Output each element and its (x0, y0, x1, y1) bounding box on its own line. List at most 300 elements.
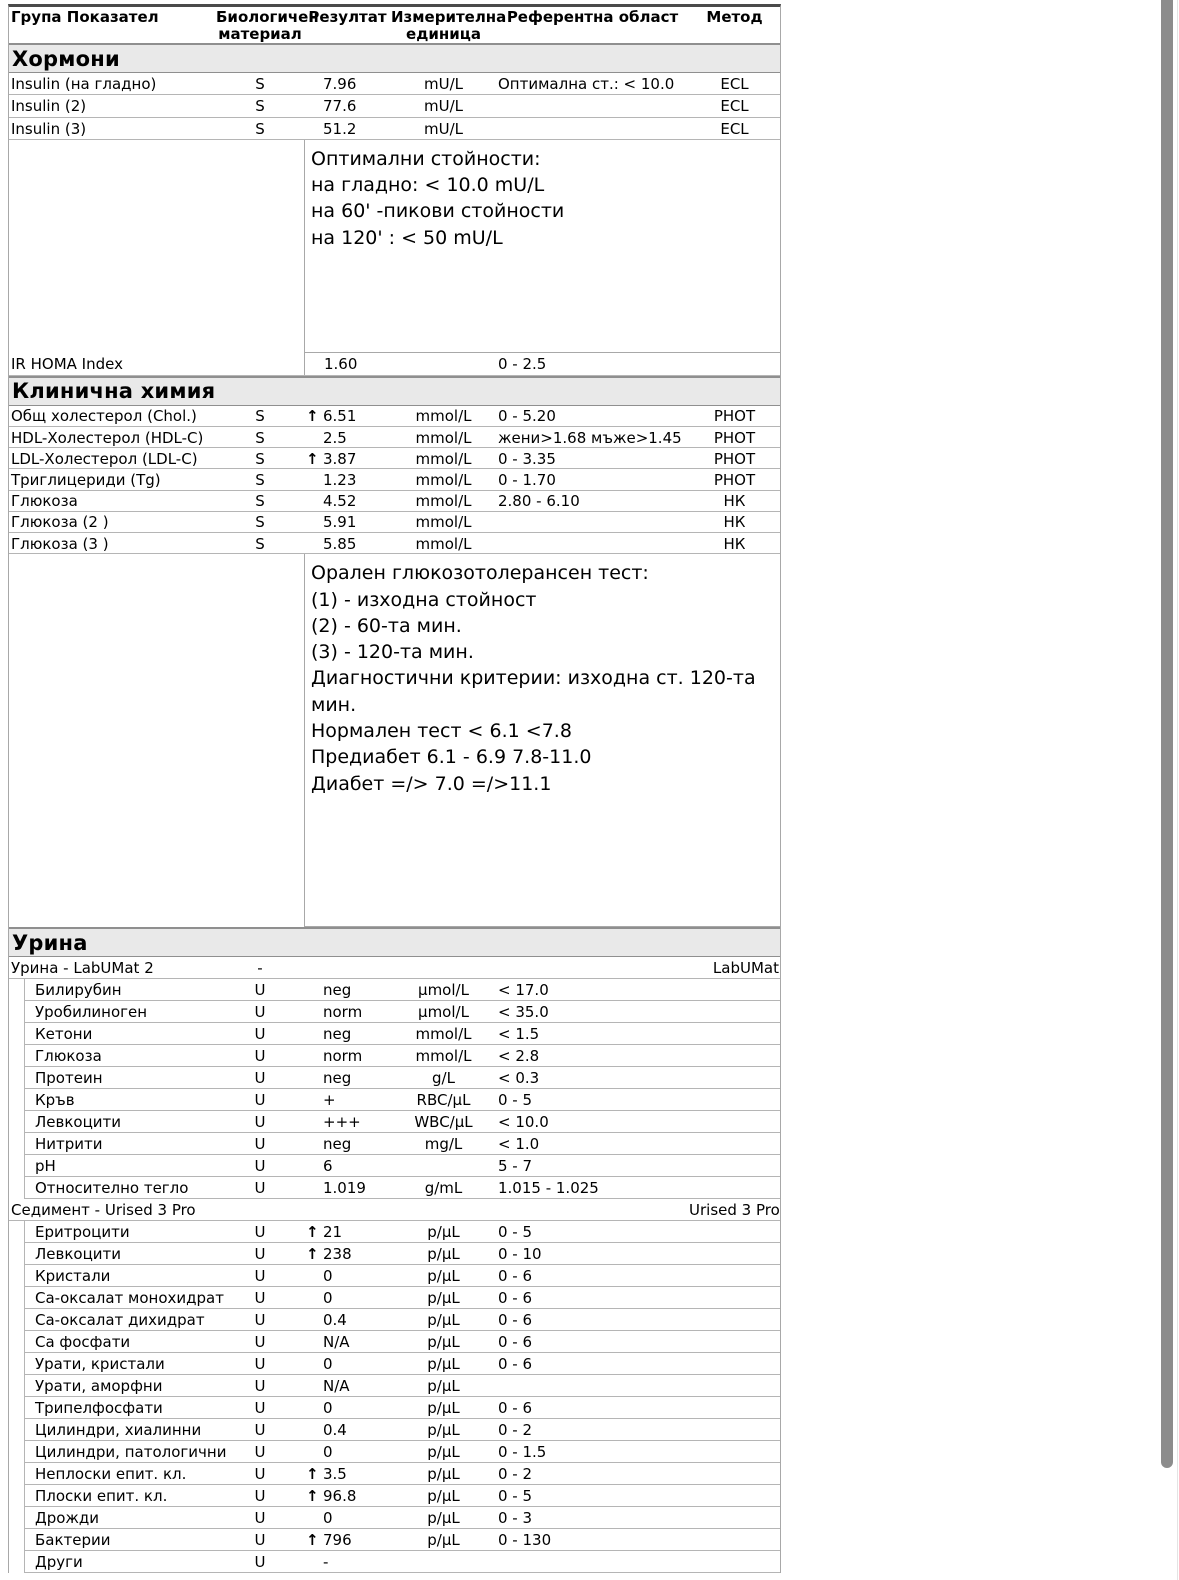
row-material: U (254, 1509, 266, 1528)
header-material: Биологичен материал (216, 8, 319, 43)
result-value: 796 (323, 1531, 352, 1550)
result-value: neg (323, 981, 352, 1000)
row-material: S (255, 119, 265, 138)
row-result (304, 1135, 391, 1153)
table-row (9, 1221, 780, 1243)
row-reference: 0 - 3 (498, 1509, 533, 1528)
result-value: 6.51 (323, 407, 357, 426)
row-name: HDL-Холестерол (HDL-C) (11, 428, 204, 447)
row-name: Цилиндри, хиалинни (35, 1421, 202, 1440)
row-name: Глюкоза (35, 1047, 102, 1066)
row-result (304, 1355, 391, 1373)
table-row (9, 469, 780, 490)
row-reference: 0 - 10 (498, 1245, 542, 1264)
row-result (304, 407, 391, 425)
row-unit: p/µL (427, 1289, 460, 1308)
table-row (9, 1133, 780, 1155)
table-row (9, 1375, 780, 1397)
row-result (304, 1377, 391, 1395)
row-material: U (254, 1443, 266, 1462)
note-line: на 60' -пикови стойности (311, 200, 565, 223)
row-result (304, 1421, 391, 1439)
row-unit: mmol/L (415, 449, 472, 468)
table-row (9, 1331, 780, 1353)
row-name: Билирубин (35, 981, 122, 1000)
result-value: - (323, 1553, 329, 1572)
row-material: U (254, 1157, 266, 1176)
row-name: Цилиндри, патологични (35, 1443, 227, 1462)
row-unit: p/µL (427, 1267, 460, 1286)
row-result (304, 1047, 391, 1065)
result-value: neg (323, 1069, 352, 1088)
section-header-urine (9, 927, 780, 957)
row-unit: p/µL (427, 1355, 460, 1374)
table-row (9, 1485, 780, 1507)
row-name: pH (35, 1157, 56, 1176)
row-reference: 0 - 2 (498, 1421, 533, 1440)
table-row (9, 1441, 780, 1463)
row-name: Insulin (3) (11, 119, 87, 138)
result-value: 1.019 (323, 1179, 366, 1198)
row-material: S (255, 97, 265, 116)
row-result (304, 1179, 391, 1197)
row-unit: p/µL (427, 1487, 460, 1506)
row-material: U (254, 1003, 266, 1022)
chemistry-note-box (304, 554, 780, 927)
scrollbar-track (1177, 0, 1178, 1580)
row-reference: < 10.0 (498, 1113, 549, 1132)
result-value: 4.52 (323, 492, 357, 511)
row-name: Триглицериди (Tg) (11, 471, 161, 490)
row-material: U (254, 1421, 266, 1440)
row-name: Глюкоза (2 ) (11, 513, 109, 532)
row-material: U (254, 1025, 266, 1044)
row-name: Урати, кристали (35, 1355, 165, 1374)
row-unit: p/µL (427, 1509, 460, 1528)
row-unit: p/µL (427, 1443, 460, 1462)
result-value: 0 (323, 1509, 333, 1528)
row-unit: µmol/L (418, 981, 469, 1000)
row-reference: 0 - 6 (498, 1289, 533, 1308)
row-result (304, 471, 391, 489)
row-result (304, 1267, 391, 1285)
row-reference: 2.80 - 6.10 (498, 492, 580, 511)
note-line: на гладно: < 10.0 mU/L (311, 174, 545, 197)
table-row (9, 957, 780, 979)
result-value: 1.23 (323, 471, 357, 490)
table-row (9, 1243, 780, 1265)
row-unit: p/µL (427, 1465, 460, 1484)
row-method: PHOT (713, 471, 756, 490)
row-material: U (254, 1553, 266, 1572)
row-material: - (257, 959, 263, 978)
row-method: ECL (720, 75, 749, 94)
row-reference: жени>1.68 мъже>1.45 (498, 428, 682, 447)
row-name: Глюкоза (3 ) (11, 534, 109, 553)
row-reference: 0 - 1.70 (498, 471, 556, 490)
row-result (304, 1069, 391, 1087)
result-value: 6 (323, 1157, 333, 1176)
ir-homa-rows (9, 353, 780, 376)
row-reference: 0 - 2 (498, 1465, 533, 1484)
row-unit: p/µL (427, 1421, 460, 1440)
row-material: U (254, 1245, 266, 1264)
row-unit: µmol/L (418, 1003, 469, 1022)
row-method: PHOT (713, 449, 756, 468)
note-line: (1) - изходна стойност (311, 588, 537, 611)
row-result (304, 1333, 391, 1351)
table-row (9, 1199, 780, 1221)
row-name: Кръв (35, 1091, 75, 1110)
row-name: Insulin (на гладно) (11, 75, 157, 94)
result-value: 3.87 (323, 449, 357, 468)
high-value-arrow-icon: ↑ (306, 1487, 319, 1506)
note-line: Нормален тест < 6.1 <7.8 (311, 719, 572, 742)
result-value: 0.4 (323, 1311, 347, 1330)
row-unit: g/L (432, 1069, 455, 1088)
row-reference: Оптимална ст.: < 10.0 (498, 75, 675, 94)
row-result (304, 1399, 391, 1417)
row-result (304, 1025, 391, 1043)
result-value: 0 (323, 1267, 333, 1286)
row-material: U (254, 1377, 266, 1396)
table-row (9, 1089, 780, 1111)
row-unit: p/µL (427, 1377, 460, 1396)
row-unit: RBC/µL (416, 1091, 471, 1110)
urine-rows (9, 957, 780, 1573)
row-material: U (254, 1531, 266, 1550)
result-value: 2.5 (323, 428, 347, 447)
table-row (9, 1287, 780, 1309)
row-reference: 0 - 3.35 (498, 449, 556, 468)
row-name: Относително тегло (35, 1179, 189, 1198)
row-result (304, 1245, 391, 1263)
row-result (304, 120, 391, 138)
row-result (304, 981, 391, 999)
row-unit: mU/L (423, 75, 463, 94)
high-value-arrow-icon: ↑ (306, 449, 319, 468)
row-name: Insulin (2) (11, 97, 87, 116)
row-name: Протеин (35, 1069, 103, 1088)
row-result (304, 97, 391, 115)
row-name: Глюкоза (11, 492, 78, 511)
section-header-chemistry (9, 376, 780, 406)
row-reference: < 1.0 (498, 1135, 540, 1154)
row-method: Urised 3 Pro (689, 1201, 780, 1220)
table-row (9, 1067, 780, 1089)
row-name: Други (35, 1553, 83, 1572)
table-row (9, 1507, 780, 1529)
row-name: Левкоцити (35, 1113, 122, 1132)
result-value: N/A (323, 1377, 350, 1396)
note-line: на 120' : < 50 mU/L (311, 226, 503, 249)
row-result (304, 75, 391, 93)
row-reference: 5 - 7 (498, 1157, 533, 1176)
row-name: Уробилиноген (35, 1003, 148, 1022)
row-unit: mmol/L (415, 1025, 472, 1044)
table-row (9, 1529, 780, 1551)
note-line: (3) - 120-та мин. (311, 641, 474, 664)
row-material: S (255, 513, 265, 532)
result-value: + (323, 1091, 336, 1110)
row-result (304, 1553, 391, 1571)
row-result (304, 1465, 391, 1483)
result-value: 7.96 (323, 75, 357, 94)
row-unit: mmol/L (415, 534, 472, 553)
row-material: U (254, 1135, 266, 1154)
table-row (9, 979, 780, 1001)
row-material: U (254, 1311, 266, 1330)
row-name: Са-оксалат монохидрат (35, 1289, 224, 1308)
row-name: IR HOMA Index (11, 355, 123, 374)
result-value: 51.2 (323, 119, 357, 138)
row-name: Са-оксалат дихидрат (35, 1311, 205, 1330)
row-unit: mmol/L (415, 428, 472, 447)
row-result (304, 1003, 391, 1021)
table-row (9, 512, 780, 533)
row-result (304, 492, 391, 510)
row-unit: mg/L (424, 1135, 463, 1154)
row-unit: p/µL (427, 1223, 460, 1242)
row-result (304, 1531, 391, 1549)
row-method: ECL (720, 97, 749, 116)
table-row (9, 1111, 780, 1133)
table-row (9, 1397, 780, 1419)
row-unit: mmol/L (415, 1047, 472, 1066)
table-row (9, 353, 780, 376)
row-result (304, 1443, 391, 1461)
table-row (9, 1353, 780, 1375)
row-material: S (255, 449, 265, 468)
result-value: 77.6 (323, 97, 357, 116)
lab-results-table (8, 4, 781, 1573)
high-value-arrow-icon: ↑ (306, 407, 319, 426)
result-value: 0 (323, 1443, 333, 1462)
row-reference: < 0.3 (498, 1069, 540, 1088)
row-material: U (254, 1091, 266, 1110)
result-value: 96.8 (323, 1487, 357, 1506)
row-material: S (255, 471, 265, 490)
high-value-arrow-icon: ↑ (306, 1531, 319, 1550)
row-reference: 0 - 6 (498, 1267, 533, 1286)
row-reference: < 35.0 (498, 1003, 549, 1022)
row-material: U (254, 1069, 266, 1088)
row-result (304, 429, 391, 447)
high-value-arrow-icon: ↑ (306, 1245, 319, 1264)
section-title: Хормони (12, 46, 120, 71)
section-title: Клинична химия (12, 379, 216, 404)
high-value-arrow-icon: ↑ (306, 1223, 319, 1242)
result-value: 5.85 (323, 534, 357, 553)
row-unit: p/µL (427, 1245, 460, 1264)
row-material: U (254, 1487, 266, 1506)
row-material: U (254, 1355, 266, 1374)
result-value: neg (323, 1025, 352, 1044)
high-value-arrow-icon: ↑ (306, 1465, 319, 1484)
row-name: Общ холестерол (Chol.) (11, 407, 197, 426)
row-reference: 0 - 6 (498, 1355, 533, 1374)
row-method: НК (723, 492, 746, 511)
row-name: Седимент - Urised 3 Pro (11, 1201, 196, 1220)
row-method: PHOT (713, 407, 756, 426)
result-value: 0 (323, 1289, 333, 1308)
row-reference: 0 - 2.5 (498, 355, 547, 374)
row-material: U (254, 1333, 266, 1352)
row-result (304, 450, 391, 468)
table-row (9, 1419, 780, 1441)
row-method: НК (723, 534, 746, 553)
row-material: S (255, 407, 265, 426)
result-value: 1.60 (324, 355, 358, 374)
table-row (9, 427, 780, 448)
table-row (9, 406, 780, 427)
row-unit: WBC/µL (414, 1113, 473, 1132)
row-name: Кетони (35, 1025, 93, 1044)
row-result (304, 353, 391, 376)
result-value: 0.4 (323, 1421, 347, 1440)
row-name: Еритроцити (35, 1223, 130, 1242)
row-unit: p/µL (427, 1311, 460, 1330)
result-value: norm (323, 1003, 363, 1022)
result-value: norm (323, 1047, 363, 1066)
row-result (304, 1157, 391, 1175)
row-unit: p/µL (427, 1531, 460, 1550)
row-reference: 0 - 6 (498, 1311, 533, 1330)
row-method: PHOT (713, 428, 756, 447)
row-result (304, 1201, 391, 1219)
row-name: LDL-Холестерол (LDL-C) (11, 449, 198, 468)
row-name: Нитрити (35, 1135, 103, 1154)
row-result (304, 535, 391, 553)
row-material: U (254, 1223, 266, 1242)
result-value: 0 (323, 1355, 333, 1374)
row-reference: 1.015 - 1.025 (498, 1179, 599, 1198)
row-reference: < 17.0 (498, 981, 549, 1000)
row-material: U (254, 1113, 266, 1132)
row-name: Са фосфати (35, 1333, 131, 1352)
row-name: Урати, аморфни (35, 1377, 163, 1396)
note-line: Диабет =/> 7.0 =/>11.1 (311, 772, 552, 795)
row-reference: 0 - 6 (498, 1399, 533, 1418)
table-row (9, 1177, 780, 1199)
row-reference: 0 - 5 (498, 1487, 533, 1506)
row-unit: mU/L (423, 97, 463, 116)
row-method: LabUMat (712, 959, 779, 978)
row-name: Дрожди (35, 1509, 100, 1528)
table-row (9, 1265, 780, 1287)
result-value: 238 (323, 1245, 352, 1264)
row-name: Трипелфосфати (35, 1399, 163, 1418)
row-result (304, 1091, 391, 1109)
header-reference: Референтна област (506, 8, 679, 26)
row-material: U (254, 1179, 266, 1198)
table-row (9, 491, 780, 512)
result-value: 0 (323, 1399, 333, 1418)
note-line: Орален глюкозотолерансен тест: (311, 562, 649, 585)
row-result (304, 1487, 391, 1505)
result-value: 5.91 (323, 513, 357, 532)
note-line: (2) - 60-та мин. (311, 614, 462, 637)
row-reference: 0 - 1.5 (498, 1443, 547, 1462)
row-material: S (255, 428, 265, 447)
row-name: Левкоцити (35, 1245, 122, 1264)
row-material: U (254, 981, 266, 1000)
row-material: S (255, 534, 265, 553)
table-header-row (9, 7, 780, 43)
result-value: neg (323, 1135, 352, 1154)
table-row (9, 1309, 780, 1331)
header-result: Резултат (308, 8, 387, 26)
row-unit: mU/L (423, 119, 463, 138)
row-material: U (254, 1267, 266, 1286)
table-row (9, 95, 780, 117)
row-result (304, 959, 391, 977)
hormones-note-box (304, 140, 780, 353)
table-row (9, 1551, 780, 1573)
row-unit: mmol/L (415, 471, 472, 490)
row-material: U (254, 1465, 266, 1484)
row-name: Бактерии (35, 1531, 111, 1550)
row-name: Плоски епит. кл. (35, 1487, 168, 1506)
row-unit: mmol/L (415, 513, 472, 532)
row-reference: 0 - 6 (498, 1333, 533, 1352)
row-result (304, 1311, 391, 1329)
table-row (9, 1001, 780, 1023)
row-material: U (254, 1399, 266, 1418)
row-result (304, 1223, 391, 1241)
row-name: Урина - LabUMat 2 (11, 959, 154, 978)
row-result (304, 513, 391, 531)
row-reference: < 1.5 (498, 1025, 540, 1044)
table-row (9, 1155, 780, 1177)
row-unit: mmol/L (415, 407, 472, 426)
row-material: S (255, 492, 265, 511)
note-line: Предиабет 6.1 - 6.9 7.8-11.0 (311, 746, 592, 769)
header-method: Метод (706, 8, 763, 26)
row-name: Неплоски епит. кл. (35, 1465, 187, 1484)
row-reference: 0 - 5.20 (498, 407, 556, 426)
row-material: U (254, 1289, 266, 1308)
row-material: U (254, 1047, 266, 1066)
scrollbar-thumb[interactable] (1161, 0, 1173, 1468)
chemistry-rows (9, 406, 780, 554)
section-header-hormones (9, 43, 780, 73)
row-unit: p/µL (427, 1399, 460, 1418)
row-reference: 0 - 5 (498, 1091, 533, 1110)
result-value: 21 (323, 1223, 343, 1242)
row-reference: 0 - 130 (498, 1531, 552, 1550)
row-name: Кристали (35, 1267, 111, 1286)
row-reference: 0 - 5 (498, 1223, 533, 1242)
table-row (9, 448, 780, 469)
section-title: Урина (12, 930, 88, 955)
row-method: ECL (720, 119, 749, 138)
table-row (9, 1023, 780, 1045)
row-unit: p/µL (427, 1333, 460, 1352)
row-material: S (255, 75, 265, 94)
row-result (304, 1113, 391, 1131)
result-value: N/A (323, 1333, 350, 1352)
header-unit: Измерителна единица (391, 8, 507, 43)
table-row (9, 1463, 780, 1485)
row-unit: mmol/L (415, 492, 472, 511)
row-reference: < 2.8 (498, 1047, 540, 1066)
table-row (9, 118, 780, 140)
result-value: 3.5 (323, 1465, 347, 1484)
note-line: Оптимални стойности: (311, 147, 541, 170)
row-unit: g/mL (424, 1179, 463, 1198)
table-row (9, 1045, 780, 1067)
